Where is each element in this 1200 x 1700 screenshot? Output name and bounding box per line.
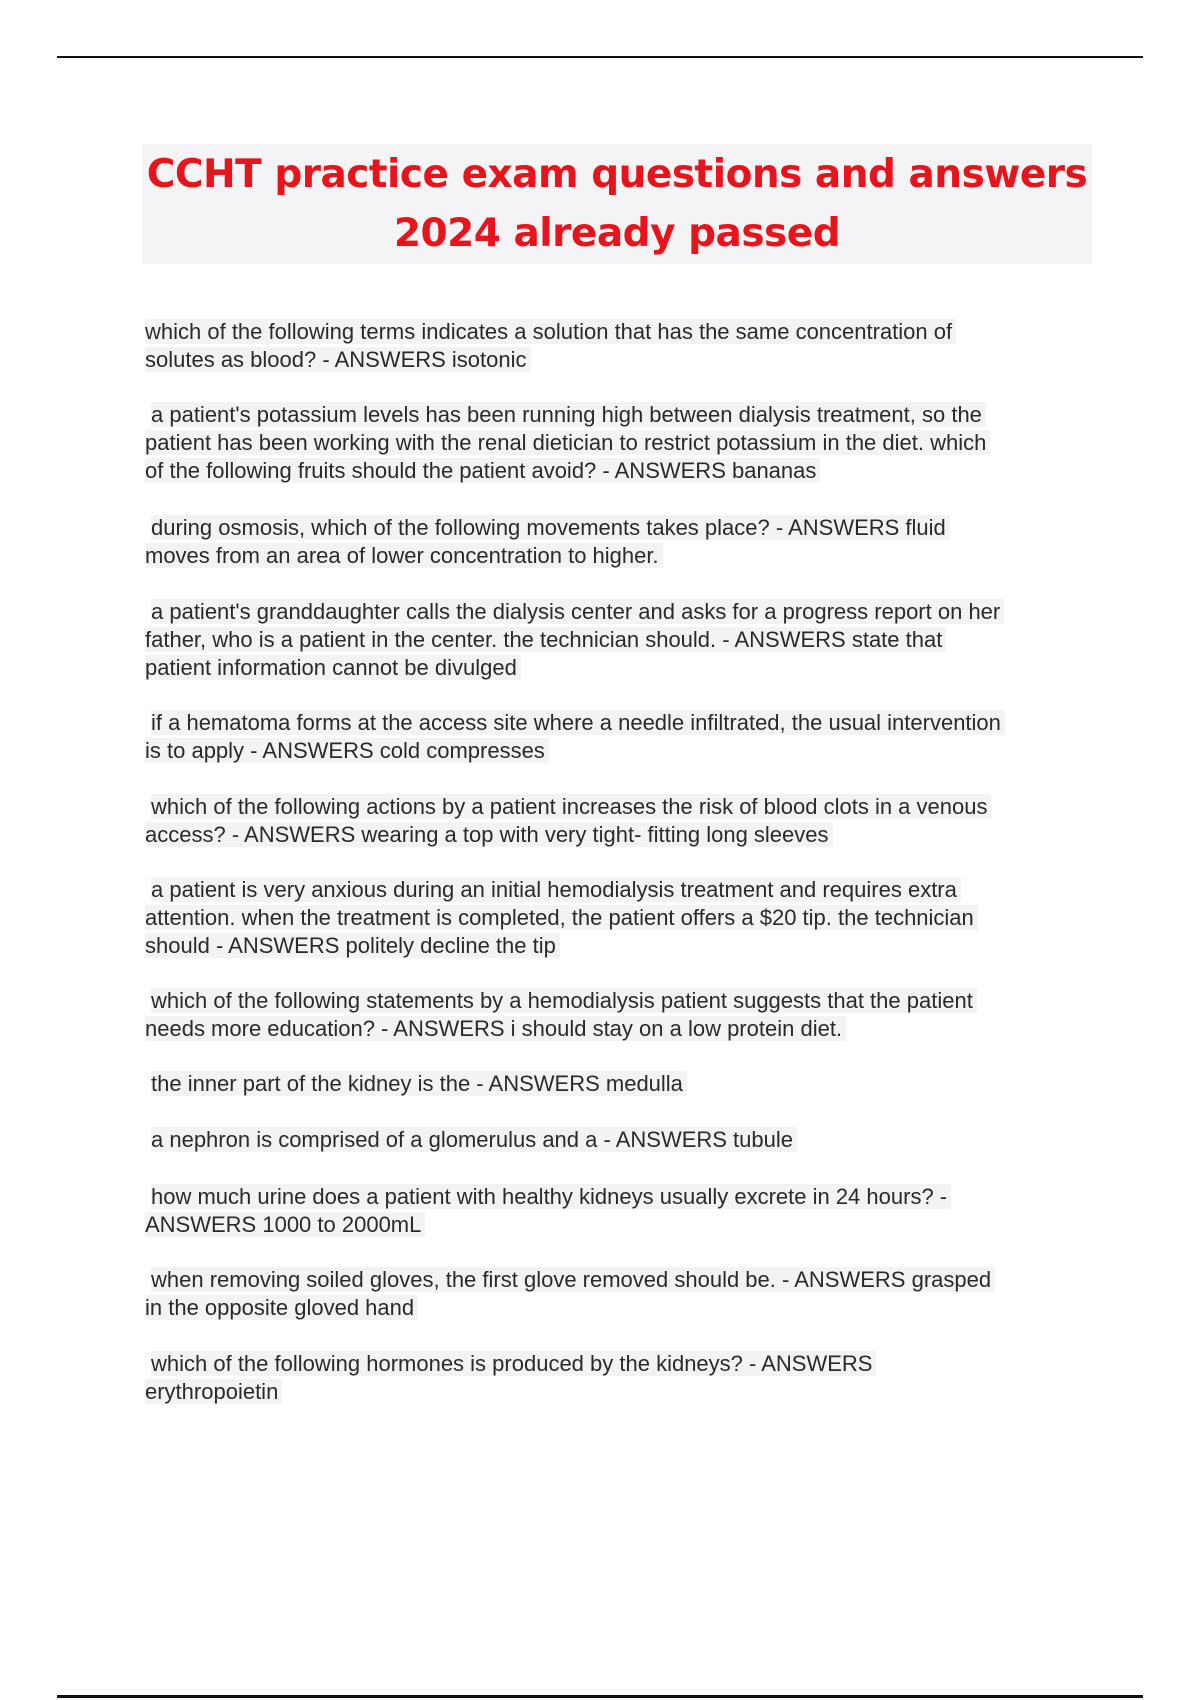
qa-line: if a hematoma forms at the access site where a needle infiltrated, the usual intervention (151, 710, 1005, 735)
qa-line: during osmosis, which of the following movements takes place? - ANSWERS fluid (151, 515, 950, 540)
qa-line: should - ANSWERS politely decline the tip (145, 933, 560, 958)
qa-line: solutes as blood? - ANSWERS isotonic (145, 347, 531, 372)
qa-item (145, 876, 978, 960)
qa-line: which of the following statements by a hemodialysis patient suggests that the patient (151, 988, 977, 1013)
qa-line: how much urine does a patient with healthy kidneys usually excrete in 24 hours? - (151, 1184, 951, 1209)
qa-line: a patient's granddaughter calls the dialysis center and asks for a progress report on her (151, 599, 1004, 624)
qa-line: of the following fruits should the patient avoid? - ANSWERS bananas (145, 458, 820, 483)
qa-line: is to apply - ANSWERS cold compresses (145, 738, 549, 763)
qa-line: attention. when the treatment is completed, the patient offers a $20 tip. the technician (145, 905, 978, 930)
qa-item (145, 401, 990, 485)
qa-line: when removing soiled gloves, the first glove removed should be. - ANSWERS grasped (151, 1267, 995, 1292)
qa-item (145, 987, 977, 1043)
qa-line: a patient's potassium levels has been running high between dialysis treatment, so the (151, 402, 986, 427)
bottom-rule (57, 1695, 1143, 1698)
qa-line: the inner part of the kidney is the - ANSWERS medulla (151, 1071, 687, 1096)
title-line-1: CCHT practice exam questions and answers (146, 152, 1088, 197)
qa-line: which of the following terms indicates a solution that has the same concentration of (145, 319, 956, 344)
title-line-2: 2024 already passed (393, 211, 841, 256)
qa-item (145, 598, 1004, 682)
qa-item (145, 1183, 951, 1239)
qa-item (145, 793, 991, 849)
qa-item (145, 1126, 797, 1154)
qa-line: moves from an area of lower concentration to higher. (145, 543, 663, 568)
qa-line: in the opposite gloved hand (145, 1295, 418, 1320)
qa-item (145, 1266, 995, 1322)
qa-line: access? - ANSWERS wearing a top with very tight- fitting long sleeves (145, 822, 833, 847)
qa-item (145, 709, 1005, 765)
document-title (142, 144, 1092, 264)
qa-line: which of the following actions by a patient increases the risk of blood clots in a venous (151, 794, 991, 819)
qa-line: needs more education? - ANSWERS i should stay on a low protein diet. (145, 1016, 846, 1041)
qa-line: a nephron is comprised of a glomerulus and a - ANSWERS tubule (151, 1127, 797, 1152)
qa-line: patient information cannot be divulged (145, 655, 521, 680)
qa-line: ANSWERS 1000 to 2000mL (145, 1212, 425, 1237)
qa-item (145, 1070, 687, 1098)
qa-line: a patient is very anxious during an initial hemodialysis treatment and requires extra (151, 877, 961, 902)
qa-line: father, who is a patient in the center. the technician should. - ANSWERS state that (145, 627, 946, 652)
top-rule (57, 56, 1143, 58)
qa-line: patient has been working with the renal dietician to restrict potassium in the diet. which (145, 430, 990, 455)
qa-line: which of the following hormones is produced by the kidneys? - ANSWERS (151, 1351, 876, 1376)
qa-line: erythropoietin (145, 1379, 282, 1404)
qa-item (145, 514, 950, 570)
qa-item (145, 1350, 876, 1406)
qa-item (145, 318, 956, 374)
